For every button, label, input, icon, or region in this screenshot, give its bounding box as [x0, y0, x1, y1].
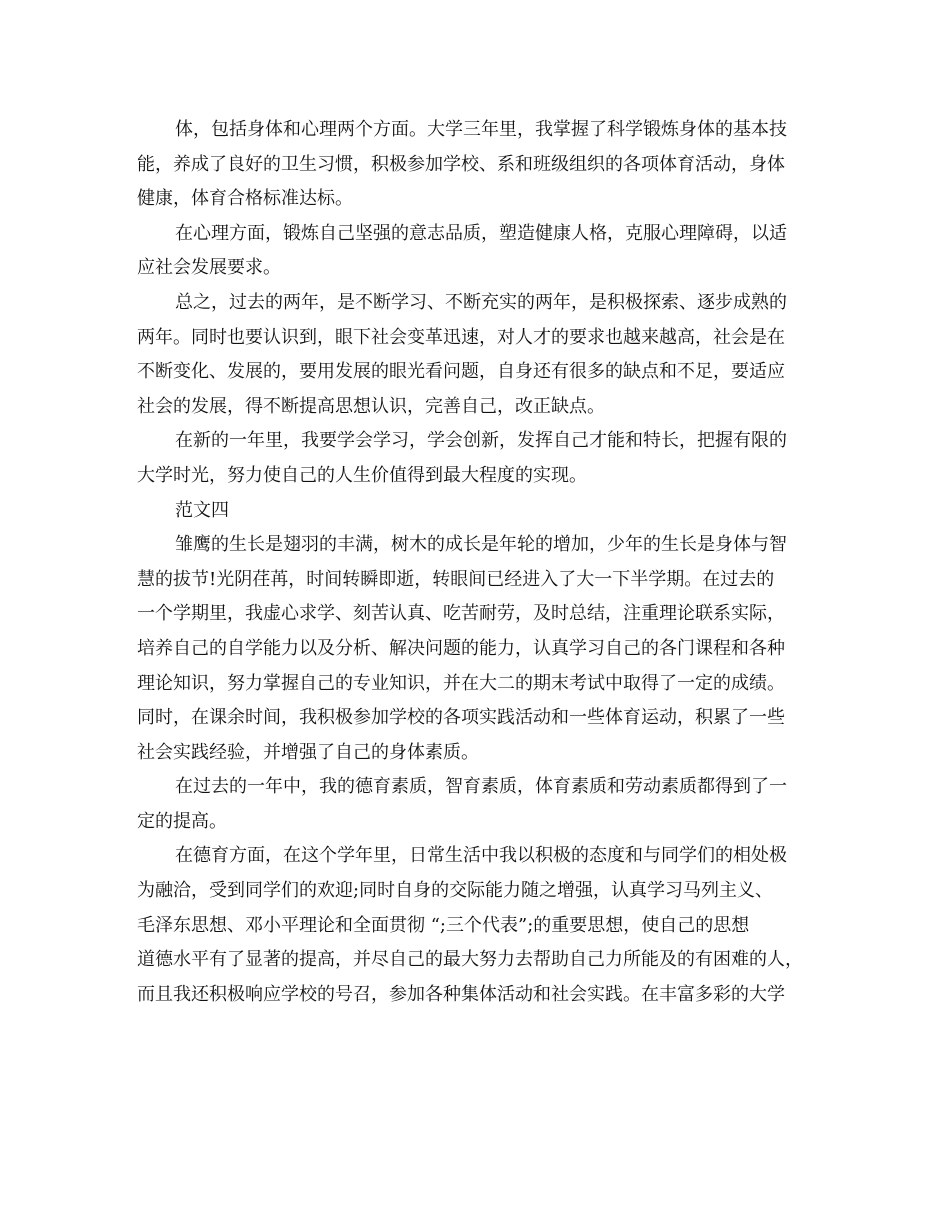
text-line: 在过去的一年中，我的德育素质，智育素质，体育素质和劳动素质都得到了一 [175, 776, 787, 798]
text-line: 不断变化、发展的，要用发展的眼光看问题，自身还有很多的缺点和不足，要适应 [137, 361, 785, 383]
text-line: 能，养成了良好的卫生习惯，积极参加学校、系和班级组织的各项体育活动，身体 [137, 153, 785, 175]
text-line: 定的提高。 [137, 810, 227, 832]
text-line: 社会实践经验，并增强了自己的身体素质。 [137, 741, 479, 763]
text-line: 健康，体育合格标准达标。 [137, 188, 353, 210]
text-line: 在德育方面，在这个学年里，日常生活中我以积极的态度和与同学们的相处极 [175, 845, 787, 867]
text-line: 在心理方面，锻炼自己坚强的意志品质，塑造健康人格，克服心理障碍，以适 [175, 222, 787, 244]
document-body [137, 113, 817, 1012]
text-line: 雏鹰的生长是翅羽的丰满，树木的成长是年轮的增加，少年的生长是身体与智 [175, 534, 787, 556]
text-line: 毛泽东思想、邓小平理论和全面贯彻 “;三个代表”;的重要思想，使自己的思想 [137, 914, 750, 936]
text-line: 为融洽，受到同学们的欢迎;同时自身的交际能力随之增强，认真学习马列主义、 [137, 880, 774, 902]
text-line: 应社会发展要求。 [137, 257, 281, 279]
text-line: 范文四 [175, 499, 229, 521]
text-line: 同时，在课余时间，我积极参加学校的各项实践活动和一些体育运动，积累了一些 [137, 707, 785, 729]
text-line: 慧的拔节!光阴荏苒，时间转瞬即逝，转眼间已经进入了大一下半学期。在过去的 [137, 568, 775, 590]
text-line: 在新的一年里，我要学会学习，学会创新，发挥自己才能和特长，把握有限的 [175, 430, 787, 452]
text-line: 社会的发展，得不断提高思想认识，完善自己，改正缺点。 [137, 395, 605, 417]
text-line: 理论知识，努力掌握自己的专业知识，并在大二的期末考试中取得了一定的成绩。 [137, 672, 785, 694]
text-line: 道德水平有了显著的提高，并尽自己的最大努力去帮助自己力所能及的有困难的人， [137, 949, 803, 971]
text-line: 两年。同时也要认识到，眼下社会变革迅速，对人才的要求也越来越高，社会是在 [137, 326, 785, 348]
text-line: 一个学期里，我虚心求学、刻苦认真、吃苦耐劳，及时总结，注重理论联系实际， [137, 603, 785, 625]
text-line: 体，包括身体和心理两个方面。大学三年里，我掌握了科学锻炼身体的基本技 [175, 119, 787, 140]
text-line: 而且我还积极响应学校的号召，参加各种集体活动和社会实践。在丰富多彩的大学 [137, 983, 785, 1005]
text-line: 总之，过去的两年，是不断学习、不断充实的两年，是积极探索、逐步成熟的 [175, 291, 787, 313]
text-line: 大学时光，努力使自己的人生价值得到最大程度的实现。 [137, 464, 587, 486]
text-line: 培养自己的自学能力以及分析、解决问题的能力，认真学习自己的各门课程和各种 [137, 637, 785, 659]
